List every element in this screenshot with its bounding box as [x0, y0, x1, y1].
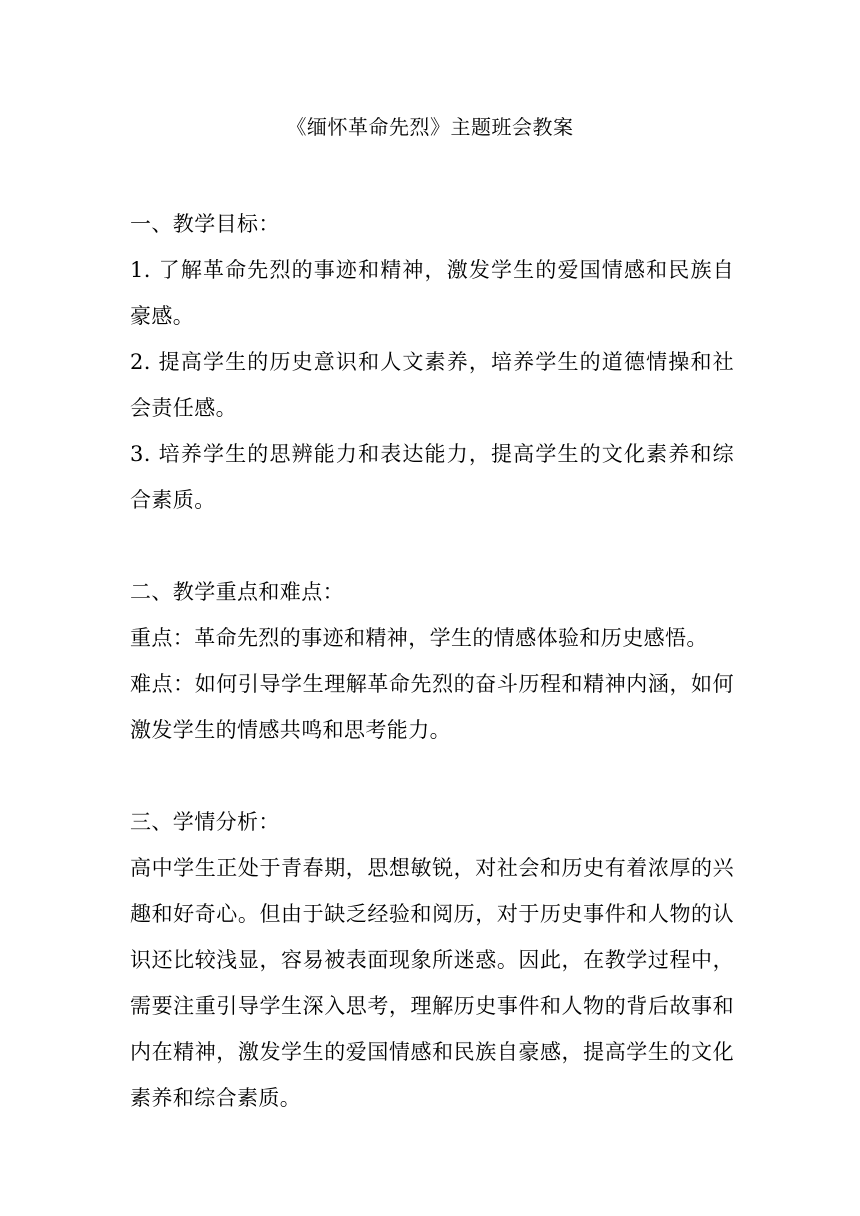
- section-heading-analysis: 三、学情分析：: [130, 810, 280, 834]
- analysis-paragraph: 高中学生正处于青春期，思想敏锐，对社会和历史有着浓厚的兴趣和好奇心。但由于缺乏经验和阅历，对于历史事件和人物的认识还比较浅显，容易被表面现象所迷惑。因此，在教学过程中，需要注重引导学生深入思考，理解历史事件和人物的背后故事和内在精神，激发学生的爱国情感和民族自豪感，提高学生的文化素养和综合素质。: [130, 856, 734, 1110]
- key-point-item: 重点：革命先烈的事迹和精神，学生的情感体验和历史感悟。: [130, 626, 708, 650]
- document-title: 《缅怀革命先烈》主题班会教案: [286, 115, 574, 139]
- document-body: [130, 201, 734, 1121]
- section-heading-key-points: 二、教学重点和难点：: [130, 580, 344, 604]
- difficulty-item: 难点：如何引导学生理解革命先烈的奋斗历程和精神内涵，如何激发学生的情感共鸣和思考能力。: [130, 672, 734, 742]
- objective-item-2: 2. 提高学生的历史意识和人文素养，培养学生的道德情操和社会责任感。: [130, 350, 734, 420]
- section-spacer: [130, 753, 734, 799]
- section-spacer: [130, 523, 734, 569]
- section-heading-objectives: 一、教学目标：: [130, 212, 280, 236]
- objective-item-3: 3. 培养学生的思辨能力和表达能力，提高学生的文化素养和综合素质。: [130, 442, 734, 512]
- objective-item-1: 1. 了解革命先烈的事迹和精神，激发学生的爱国情感和民族自豪感。: [130, 258, 734, 328]
